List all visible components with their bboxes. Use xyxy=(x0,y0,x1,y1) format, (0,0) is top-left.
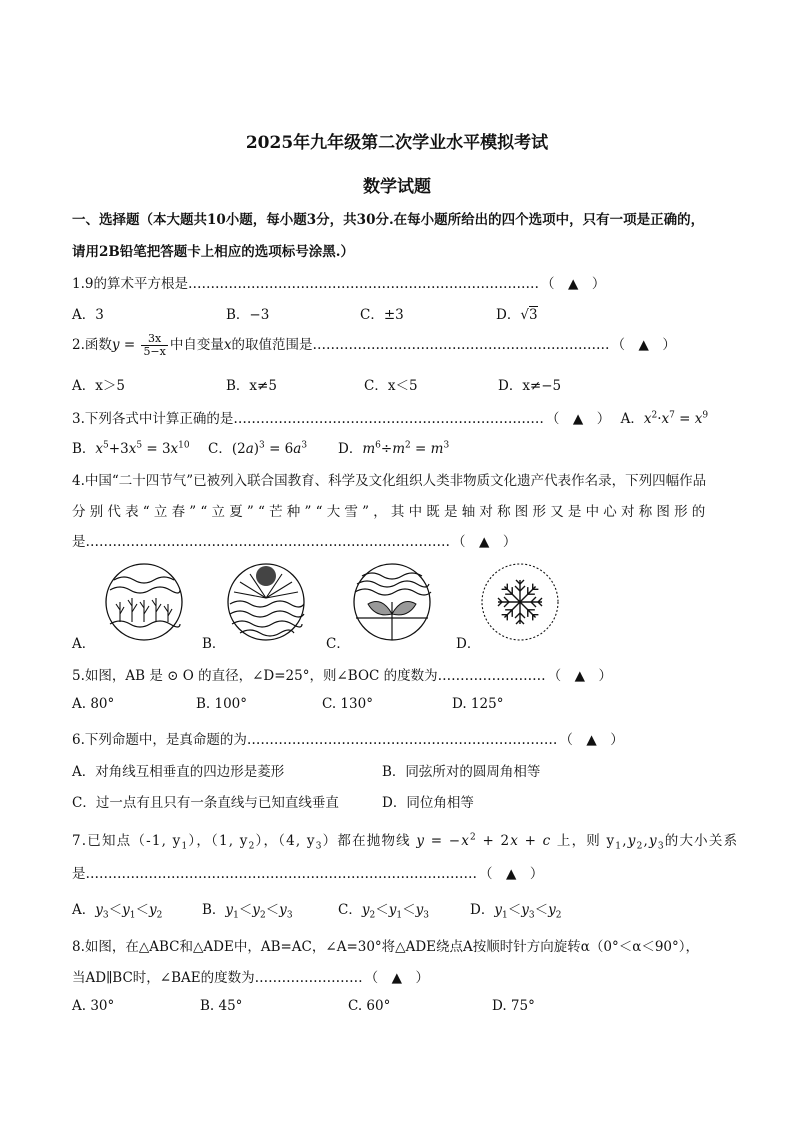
q7-option-d: D．$y_1<y_3<y_2$ xyxy=(470,902,562,921)
q1-option-c: C．±3 xyxy=(360,307,404,323)
q2-option-c: C．x＜5 xyxy=(364,378,418,394)
exam-title: 2025年九年级第二次学业水平模拟考试 xyxy=(245,133,549,153)
exam-subtitle: 数学试题 xyxy=(363,177,431,197)
q2-option-d: D．x≠−5 xyxy=(498,378,562,394)
q6-option-a: A．对角线互相垂直的四边形是菱形 xyxy=(72,764,285,780)
answer-mark: （ ▲ ） xyxy=(545,411,611,427)
q1-stem: 1.9的算术平方根是 xyxy=(72,276,188,292)
answer-mark: （ ▲ ） xyxy=(364,970,430,986)
q6-option-d: D．同位角相等 xyxy=(382,795,474,811)
question-4-line2: 分别代表“立春”“立夏”“芒种”“大雪”，其中既是轴对称图形又是中心对称图形的 xyxy=(72,504,710,520)
q8-option-c: C. 60° xyxy=(348,998,391,1014)
q7-parabola: $y = -x^2 + 2x + c$ xyxy=(416,832,552,849)
answer-mark: （ ▲ ） xyxy=(611,337,676,353)
q3-option-a: A．$x^2\cdot x^7 = x^9$ xyxy=(620,410,709,427)
question-5: 5.如图，AB 是 ⊙ O 的直径，∠D=25°，则∠BOC 的度数为…………………… （ ▲ ） xyxy=(72,664,612,684)
question-8-line2: 当AD∥BC时，∠BAE的度数为…………………… （ ▲ ） xyxy=(72,966,429,986)
q1-option-a: A．3 xyxy=(72,307,104,323)
q8-option-a: A. 30° xyxy=(72,998,115,1014)
question-2: 2.函数y = $\frac{3x}{5-x}$ 中自变量x的取值范围是………………………………………………………… （ ▲ ） xyxy=(72,332,676,358)
figure-lichun xyxy=(104,562,184,642)
q8-option-d: D. 75° xyxy=(492,998,535,1014)
question-4-line1: 4.中国“二十四节气”已被列入联合国教育、科学及文化组织人类非物质文化遗产代表作名录，下列四幅作品 xyxy=(72,473,707,489)
answer-mark: （ ▲ ） xyxy=(559,732,624,748)
question-7-line1: 7.已知点（-1, $y_1$），（1, $y_2$），（4, $y_3$）都在抛物线 $y = -x^2 + 2x + c$ 上，则 $y_1,y_2,y_3$的大小关系 xyxy=(72,832,739,852)
q6-option-c: C．过一点有且只有一条直线与已知直线垂直 xyxy=(72,795,339,811)
q1-leader: …………………………………………………………………… xyxy=(187,276,539,292)
q8-option-b: B. 45° xyxy=(200,998,243,1014)
answer-mark: （ ▲ ） xyxy=(540,276,606,292)
question-6: 6.下列命题中，是真命题的为…………………………………………………………… （ ▲ ） xyxy=(72,728,624,748)
q2-fraction: $\frac{3x}{5-x}$ xyxy=(143,332,166,358)
q4-option-c: C． xyxy=(326,636,350,652)
question-8-line1: 8.如图，在△ABC和△ADE中，AB=AC，∠A=30°将△ADE绕点A按顺时针方向旋转α（0°＜α＜90°）， xyxy=(72,939,699,955)
q7-option-a: A．$y_3<y_1<y_2$ xyxy=(72,902,163,921)
answer-mark: （ ▲ ） xyxy=(452,534,517,550)
q2-option-b: B．x≠5 xyxy=(226,378,277,394)
q3-option-c: C．$(2a)^3 = 6a^3$ xyxy=(208,440,308,457)
figure-daxue xyxy=(480,562,560,642)
q5-option-c: C. 130° xyxy=(322,696,373,712)
section-instructions-line2: 请用2B铅笔把答题卡上相应的选项标号涂黑.） xyxy=(72,244,355,260)
q5-option-d: D. 125° xyxy=(452,696,504,712)
question-7-line2: 是…………………………………………………………………………… （ ▲ ） xyxy=(72,862,543,882)
answer-mark: （ ▲ ） xyxy=(479,866,544,882)
q4-option-d: D． xyxy=(456,636,481,652)
q7-option-b: B．$y_1<y_2<y_3$ xyxy=(202,902,293,921)
answer-mark: （ ▲ ） xyxy=(547,668,613,684)
q7-option-c: C．$y_2<y_1<y_3$ xyxy=(338,902,429,921)
figure-lixia xyxy=(226,562,306,642)
q6-option-b: B．同弦所对的圆周角相等 xyxy=(382,764,541,780)
q4-option-a: A． xyxy=(72,636,96,652)
figure-mangzhong xyxy=(352,562,432,642)
question-4-line3: 是……………………………………………………………………… （ ▲ ） xyxy=(72,530,516,550)
q4-option-b: B． xyxy=(202,636,226,652)
question-3: 3.下列各式中计算正确的是…………………………………………………………… （ ▲ ） A．$x^2\cdot x^7 = x^9$ xyxy=(72,407,708,427)
q3-option-d: D．$m^6\div m^2 = m^3$ xyxy=(338,440,450,457)
question-1 xyxy=(72,272,605,292)
q5-option-b: B. 100° xyxy=(196,696,248,712)
q3-option-b: B．$x^5+3x^5 = 3x^{10}$ xyxy=(72,440,190,457)
section-instructions-line1: 一、选择题（本大题共10小题，每小题3分，共30分.在每小题所给出的四个选项中，只有一项是正确的， xyxy=(72,212,705,228)
q2-option-a: A．x＞5 xyxy=(72,378,125,394)
q1-option-b: B．−3 xyxy=(226,307,270,323)
q5-option-a: A. 80° xyxy=(72,696,115,712)
q1-option-d: D．√3 xyxy=(496,307,538,323)
